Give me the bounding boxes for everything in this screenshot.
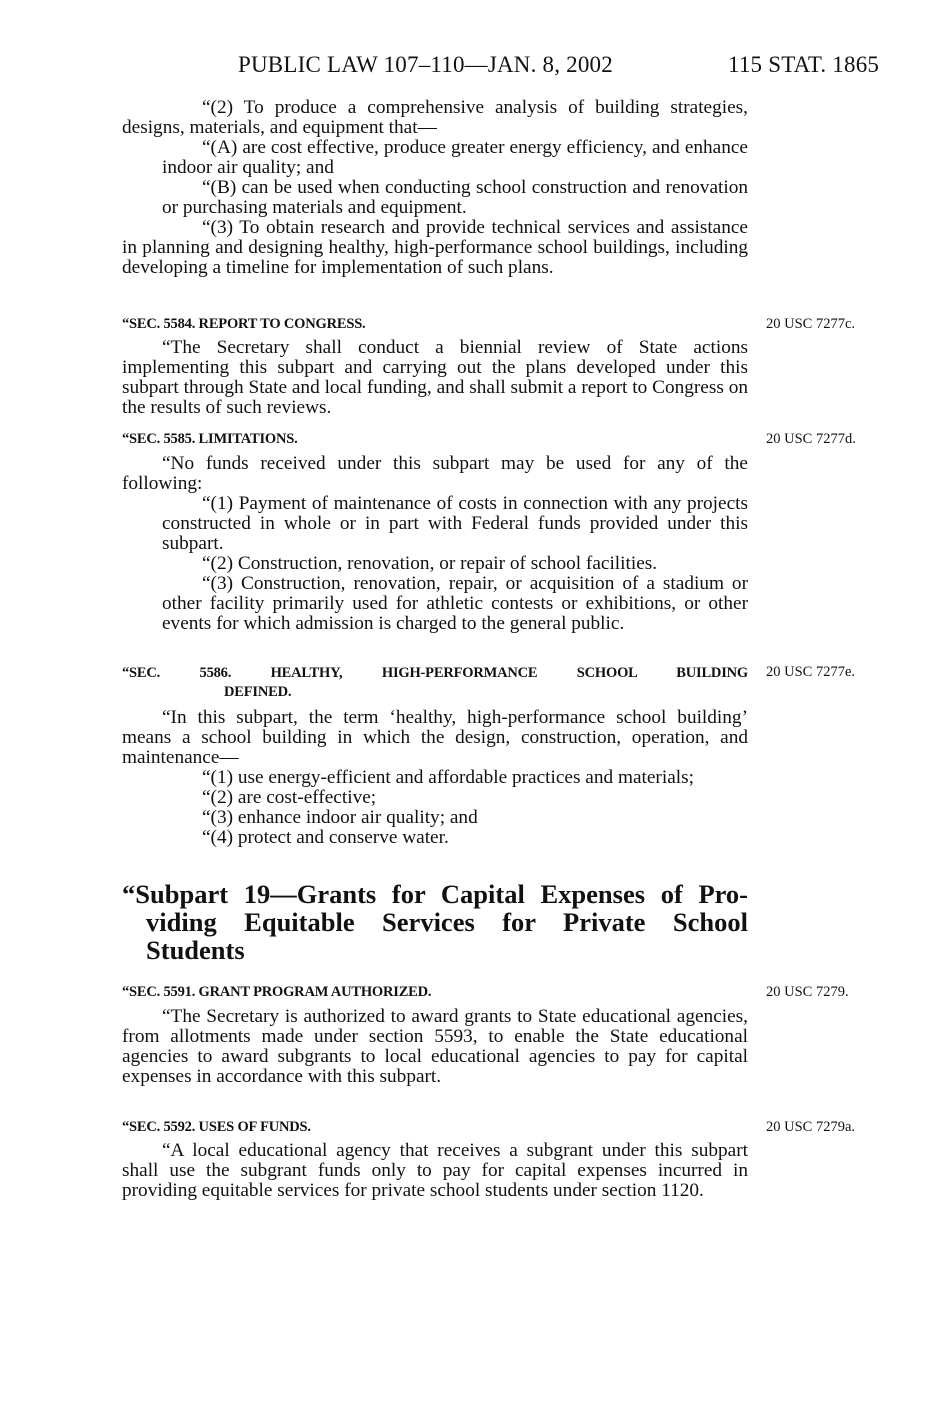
section-5592-heading: “SEC. 5592. USES OF FUNDS. xyxy=(122,1119,311,1135)
section-5586-heading-line-2: DEFINED. xyxy=(224,684,292,700)
margin-note-5592: 20 USC 7279a. xyxy=(766,1119,856,1135)
section-5592-body xyxy=(122,1141,748,1201)
section-5585-body xyxy=(122,454,748,634)
subpart-19-title-line-3: Students xyxy=(146,935,245,965)
running-header-stat: 115 STAT. 1865 xyxy=(728,52,880,77)
section-5591-body xyxy=(122,1007,748,1087)
top-paragraphs xyxy=(122,98,748,278)
section-5585-intro: “No funds received under this subpart may be used for any of the following: xyxy=(122,453,748,494)
subpart-19-title-line-2: viding Equitable Services for Private School xyxy=(146,907,748,937)
section-5586-item-1: “(1) use energy-efficient and affordable practices and materials; xyxy=(202,767,694,788)
margin-note-5585: 20 USC 7277d. xyxy=(766,431,856,447)
section-5584-text: “The Secretary shall conduct a biennial review of State actions implementing this subpart and carrying out the plans developed under this subpart through State and local funding, and shall submit a report to Congress on the results of such reviews. xyxy=(122,337,748,418)
section-5586-item-3: “(3) enhance indoor air quality; and xyxy=(202,807,478,828)
section-5586-body xyxy=(122,708,748,848)
subpart-19-title xyxy=(122,880,748,964)
paragraph-2b: “(B) can be used when conducting school construction and renovation or purchasing materials and equipment. xyxy=(162,177,748,218)
section-5585-item-2: “(2) Construction, renovation, or repair of school facilities. xyxy=(202,553,658,574)
paragraph-2: “(2) To produce a comprehensive analysis of building strategies, designs, materials, and equipment that— xyxy=(122,97,748,138)
running-header-title: PUBLIC LAW 107–110—JAN. 8, 2002 xyxy=(238,52,613,77)
margin-note-5591: 20 USC 7279. xyxy=(766,984,849,1000)
section-5584-heading: “SEC. 5584. REPORT TO CONGRESS. xyxy=(122,316,366,332)
margin-note-5584: 20 USC 7277c. xyxy=(766,316,856,332)
section-5584-body xyxy=(122,338,748,418)
margin-note-5586: 20 USC 7277e. xyxy=(766,664,856,680)
subpart-19-title-line-1: “Subpart 19—Grants for Capital Expenses of Pro- xyxy=(122,879,748,909)
section-5585-item-1: “(1) Payment of maintenance of costs in connection with any projects constructed in whole or in part with Federal funds provided under this subpart. xyxy=(162,493,748,554)
section-5591-heading: “SEC. 5591. GRANT PROGRAM AUTHORIZED. xyxy=(122,984,432,1000)
section-5586-heading-line-1: “SEC. 5586. HEALTHY, HIGH-PERFORMANCE SCHOOL BUILDING xyxy=(122,665,748,681)
section-5585-heading: “SEC. 5585. LIMITATIONS. xyxy=(122,431,298,447)
section-5592-text: “A local educational agency that receives a subgrant under this subpart shall use the subgrant funds only to pay for capital expenses incurred in providing equitable services for private school students under section 1120. xyxy=(122,1140,748,1201)
section-5586-heading xyxy=(122,664,748,702)
section-5586-item-4: “(4) protect and conserve water. xyxy=(202,827,449,848)
paragraph-2a: “(A) are cost effective, produce greater energy efficiency, and enhance indoor air quality; and xyxy=(162,137,748,178)
section-5585-item-3: “(3) Construction, renovation, repair, or acquisition of a stadium or other facility primarily used for athletic contests or exhibitions, or other events for which admission is charged to the general public. xyxy=(162,573,748,634)
paragraph-3: “(3) To obtain research and provide technical services and assistance in planning and designing healthy, high-performance school buildings, including developing a timeline for implementation of such plans. xyxy=(122,217,748,278)
section-5591-text: “The Secretary is authorized to award grants to State educational agencies, from allotments made under section 5593, to enable the State educational agencies to award subgrants to local educational agencies to pay for capital expenses in accordance with this subpart. xyxy=(122,1006,748,1087)
section-5586-intro: “In this subpart, the term ‘healthy, high-performance school building’ means a school building in which the design, construction, operation, and maintenance— xyxy=(122,707,748,768)
section-5586-item-2: “(2) are cost-effective; xyxy=(202,787,377,808)
